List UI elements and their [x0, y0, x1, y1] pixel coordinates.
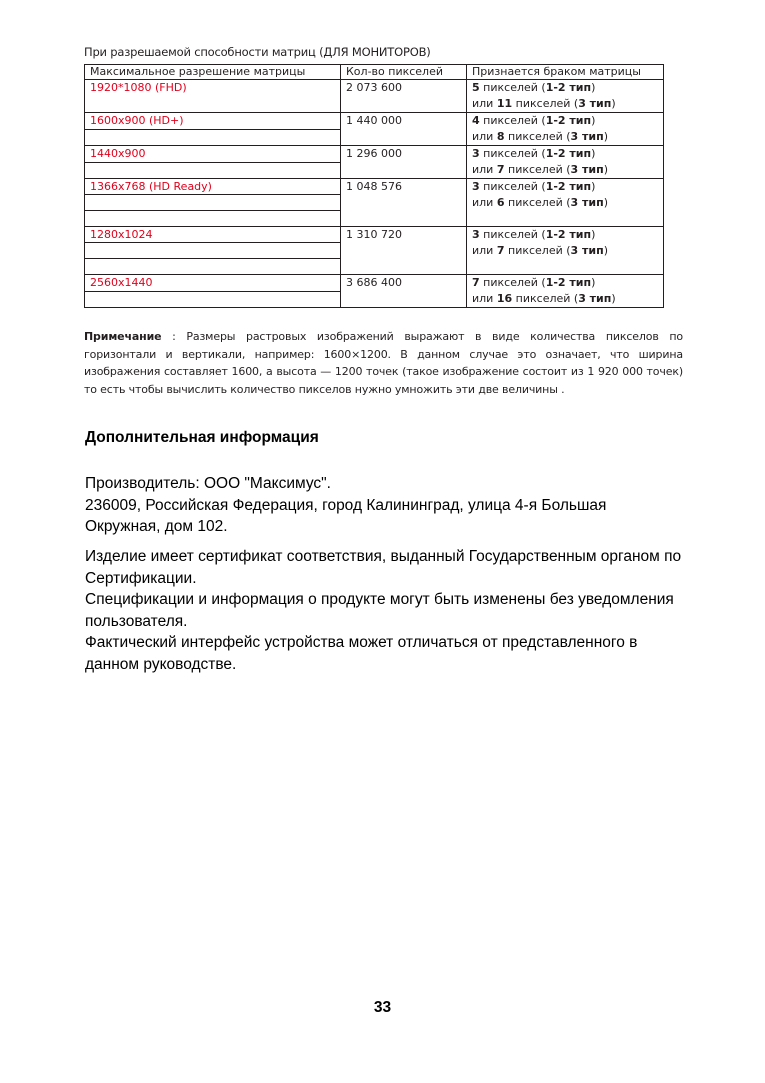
- paren-open: (: [573, 292, 579, 305]
- or-word: или: [472, 292, 494, 305]
- defect-type: 3 тип: [570, 130, 604, 143]
- defect-count: 7: [496, 244, 505, 257]
- pixels-word: пикселей: [483, 276, 538, 289]
- empty-cell: [85, 211, 341, 227]
- defect-count: 3: [472, 180, 480, 193]
- or-word: или: [472, 130, 494, 143]
- pixel-count-cell: 1 440 000: [341, 113, 467, 146]
- resolution-cell: 1440x900: [85, 146, 341, 163]
- empty-cell: [85, 129, 341, 146]
- table-caption: При разрешаемой способности матриц (ДЛЯ МОНИТОРОВ): [84, 45, 431, 59]
- pixels-word: пикселей: [483, 180, 538, 193]
- defect-line-2: [472, 162, 658, 178]
- empty-cell: [85, 291, 341, 308]
- table-body: [85, 80, 664, 308]
- defect-count: 6: [496, 196, 505, 209]
- defect-type: 3 тип: [570, 163, 604, 176]
- pixel-count-cell: 1 296 000: [341, 146, 467, 179]
- paren-close: ): [611, 292, 616, 305]
- defect-type: 1-2 тип: [545, 114, 592, 127]
- defect-count: 8: [496, 130, 505, 143]
- defect-count: 3: [472, 147, 480, 160]
- pixels-word: пикселей: [483, 114, 538, 127]
- pixel-count-cell: 2 073 600: [341, 80, 467, 113]
- paren-open: (: [541, 228, 546, 241]
- page-number: 33: [373, 999, 392, 1016]
- pixels-word: пикселей: [508, 130, 563, 143]
- paren-close: ): [591, 276, 596, 289]
- header-pixels: Кол-во пикселей: [341, 65, 467, 80]
- defect-cell: [467, 179, 664, 227]
- table-row: [85, 227, 664, 243]
- paren-close: ): [611, 97, 616, 110]
- address-line: 236009, Российская Федерация, город Калининград, улица 4-я Большая Окружная, дом 102.: [85, 496, 607, 535]
- section-title: Дополнительная информация: [85, 429, 319, 446]
- paren-open: (: [566, 163, 571, 176]
- defect-line-2: [472, 195, 658, 211]
- table-row: [85, 113, 664, 130]
- paren-close: ): [591, 81, 596, 94]
- pixels-word: пикселей: [508, 163, 563, 176]
- note-label: Примечание: [84, 330, 162, 343]
- resolution-cell: 1920*1080 (FHD): [85, 80, 341, 113]
- defect-line-1: [472, 146, 658, 162]
- manufacturer-line: Производитель: ООО "Максимус".: [85, 475, 331, 492]
- certificate-line: Изделие имеет сертификат соответствия, выданный Государственным органом по Сертификации.: [85, 548, 682, 587]
- pixels-word: пикселей: [508, 244, 563, 257]
- defect-line-1: [472, 80, 658, 96]
- defect-count: 11: [496, 97, 513, 110]
- or-word: или: [472, 196, 494, 209]
- defect-count: 16: [496, 292, 513, 305]
- resolution-cell: 2560x1440: [85, 275, 341, 292]
- pixels-word: пикселей: [483, 147, 538, 160]
- specs-notice-line: Спецификации и информация о продукте могут быть изменены без уведомления пользователя.: [85, 591, 674, 630]
- defect-type: 1-2 тип: [545, 81, 592, 94]
- empty-cell: [85, 162, 341, 179]
- pixels-word: пикселей: [515, 97, 571, 110]
- pixel-count-cell: 3 686 400: [341, 275, 467, 308]
- table-row: [85, 80, 664, 113]
- paren-open: (: [541, 147, 546, 160]
- defect-type: 3 тип: [578, 97, 612, 110]
- pixels-word: пикселей: [508, 196, 563, 209]
- paren-close: ): [603, 196, 609, 209]
- defect-type: 1-2 тип: [545, 228, 592, 241]
- defect-cell: [467, 227, 664, 275]
- interface-notice-line: Фактический интерфейс устройства может отличаться от представленного в данном руководстве.: [85, 634, 638, 673]
- pixels-word: пикселей: [483, 228, 538, 241]
- defect-type: 3 тип: [578, 292, 612, 305]
- defect-table: [84, 64, 664, 308]
- defect-count: 4: [472, 114, 480, 127]
- paren-close: ): [591, 180, 596, 193]
- defect-cell: [467, 275, 664, 308]
- defect-type: 3 тип: [570, 244, 604, 257]
- pixel-count-cell: 1 310 720: [341, 227, 467, 275]
- empty-cell: [85, 259, 341, 275]
- paren-open: (: [566, 196, 571, 209]
- paren-close: ): [603, 244, 609, 257]
- or-word: или: [472, 244, 494, 257]
- empty-cell: [85, 195, 341, 211]
- pixel-count-cell: 1 048 576: [341, 179, 467, 227]
- paren-open: (: [541, 81, 546, 94]
- paren-open: (: [541, 276, 546, 289]
- defect-type: 1-2 тип: [545, 147, 592, 160]
- defect-line-1: [472, 113, 658, 129]
- defect-line-1: [472, 179, 658, 195]
- paren-open: (: [541, 180, 546, 193]
- paren-open: (: [566, 130, 571, 143]
- table-row: [85, 275, 664, 292]
- defect-cell: [467, 146, 664, 179]
- header-resolution: Максимальное разрешение матрицы: [85, 65, 341, 80]
- defect-count: 7: [472, 276, 480, 289]
- note-text: : Размеры растровых изображений выражают в виде количества пикселов по горизонтали и вертикали, например: 1600×1200. В данном случае это означает, что ширина изображения составляет 1600, а высота — 1200 точек (такое изображение состоит из 1 920 000 точек) то есть чтобы вычислить количество пикселов нужно умножить эти две величины .: [84, 330, 683, 396]
- table-row: [85, 146, 664, 163]
- empty-cell: [85, 243, 341, 259]
- paren-close: ): [603, 163, 609, 176]
- pixels-word: пикселей: [483, 81, 538, 94]
- resolution-cell: 1600x900 (HD+): [85, 113, 341, 130]
- resolution-cell: 1280x1024: [85, 227, 341, 243]
- defect-type: 1-2 тип: [545, 180, 592, 193]
- defect-line-2: [472, 129, 658, 145]
- defect-line-2: [472, 243, 658, 259]
- defect-line-1: [472, 275, 658, 291]
- pixels-word: пикселей: [515, 292, 571, 305]
- paren-open: (: [541, 114, 546, 127]
- header-defect: Признается браком матрицы: [467, 65, 664, 80]
- paren-open: (: [573, 97, 579, 110]
- or-word: или: [472, 97, 494, 110]
- defect-cell: [467, 113, 664, 146]
- paren-close: ): [591, 147, 596, 160]
- defect-count: 5: [472, 81, 480, 94]
- defect-type: 1-2 тип: [545, 276, 592, 289]
- table-header-row: [85, 65, 664, 80]
- or-word: или: [472, 163, 494, 176]
- disclaimer-block: [85, 546, 685, 675]
- defect-line-1: [472, 227, 658, 243]
- paren-close: ): [603, 130, 609, 143]
- paren-open: (: [566, 244, 571, 257]
- defect-cell: [467, 80, 664, 113]
- defect-line-2: [472, 291, 658, 307]
- table-row: [85, 179, 664, 195]
- defect-type: 3 тип: [570, 196, 604, 209]
- paren-close: ): [591, 228, 596, 241]
- manufacturer-block: [85, 473, 685, 538]
- defect-count: 7: [496, 163, 505, 176]
- note-paragraph: [84, 328, 683, 398]
- paren-close: ): [591, 114, 596, 127]
- defect-line-2: [472, 96, 658, 112]
- resolution-cell: 1366x768 (HD Ready): [85, 179, 341, 195]
- defect-count: 3: [472, 228, 480, 241]
